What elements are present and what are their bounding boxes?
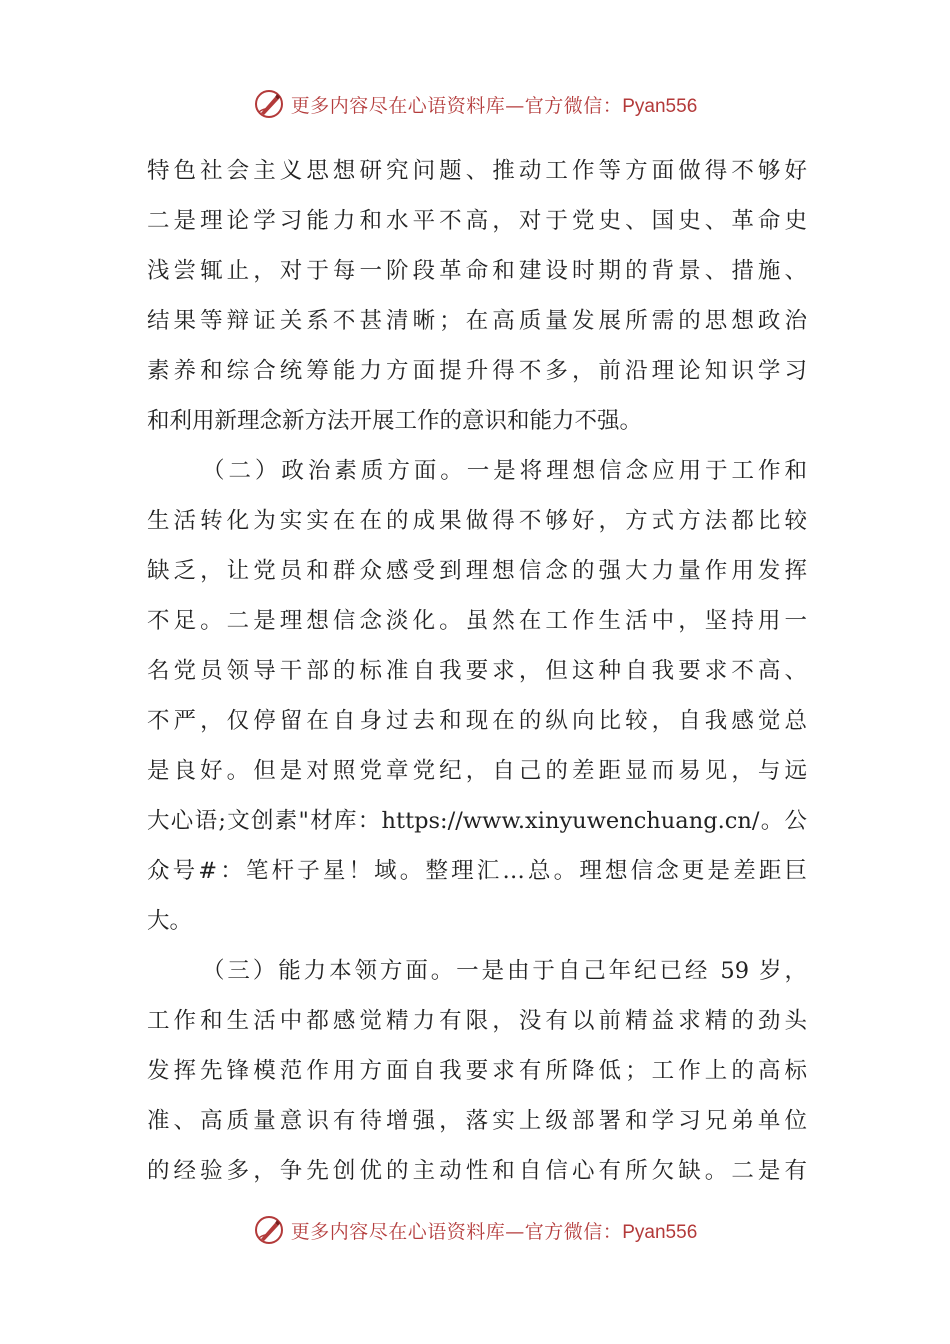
text-line: 众号#：笔杆子星！域。整理汇…总。理想信念更是差距巨 [147,858,807,884]
footer-banner-text [291,1217,698,1244]
text-line: （三）能力本领方面。一是由于自己年纪已经 59 岁， [202,958,807,984]
header-banner-text [291,91,698,118]
text-line: 不足。二是理想信念淡化。虽然在工作生活中，坚持用一 [147,608,807,634]
text-line: 发挥先锋模范作用方面自我要求有所降低；工作上的高标 [147,1058,807,1084]
header-banner [0,84,950,124]
text-line: 工作和生活中都感觉精力有限，没有以前精益求精的劲头 [147,1008,807,1034]
pen-logo-icon [253,1214,285,1246]
text-line: （二）政治素质方面。一是将理想信念应用于工作和 [202,458,807,484]
text-line: 结果等辩证关系不甚清晰；在高质量发展所需的思想政治 [147,308,807,334]
text-line: 准、高质量意识有待增强，落实上级部署和学习兄弟单位 [147,1108,807,1134]
text-line: 名党员领导干部的标准自我要求，但这种自我要求不高、 [147,658,807,684]
text-line: 特色社会主义思想研究问题、推动工作等方面做得不够好 [147,158,807,184]
text-line: 的经验多，争先创优的主动性和自信心有所欠缺。二是有 [147,1158,807,1184]
footer-banner-handle: Pyan556 [622,1221,698,1243]
footer-banner [0,1210,950,1250]
text-line: 素养和综合统筹能力方面提升得不多，前沿理论知识学习 [147,358,807,384]
text-line: 不严，仅停留在自身过去和现在的纵向比较，自我感觉总 [147,708,807,734]
text-line: 缺乏，让党员和群众感受到理想信念的强大力量作用发挥 [147,558,807,584]
text-line: 生活转化为实实在在的成果做得不够好，方式方法都比较 [147,508,807,534]
text-line: 是良好。但是对照党章党纪，自己的差距显而易见，与远 [147,758,807,784]
text-line: 二是理论学习能力和水平不高，对于党史、国史、革命史 [147,208,807,234]
header-banner-handle: Pyan556 [622,95,698,117]
pen-logo-icon [253,88,285,120]
text-line: 大心语;文创素"材库：https://www.xinyuwenchuang.cn/。公 [147,808,807,834]
header-banner-label: 更多内容尽在心语资料库—官方微信： [290,94,623,117]
footer-banner-label: 更多内容尽在心语资料库—官方微信： [290,1220,623,1243]
text-line: 和利用新理念新方法开展工作的意识和能力不强。 [147,408,643,434]
text-line: 大。 [147,908,193,934]
document-body [147,146,807,1196]
text-line: 浅尝辄止，对于每一阶段革命和建设时期的背景、措施、 [147,258,807,284]
